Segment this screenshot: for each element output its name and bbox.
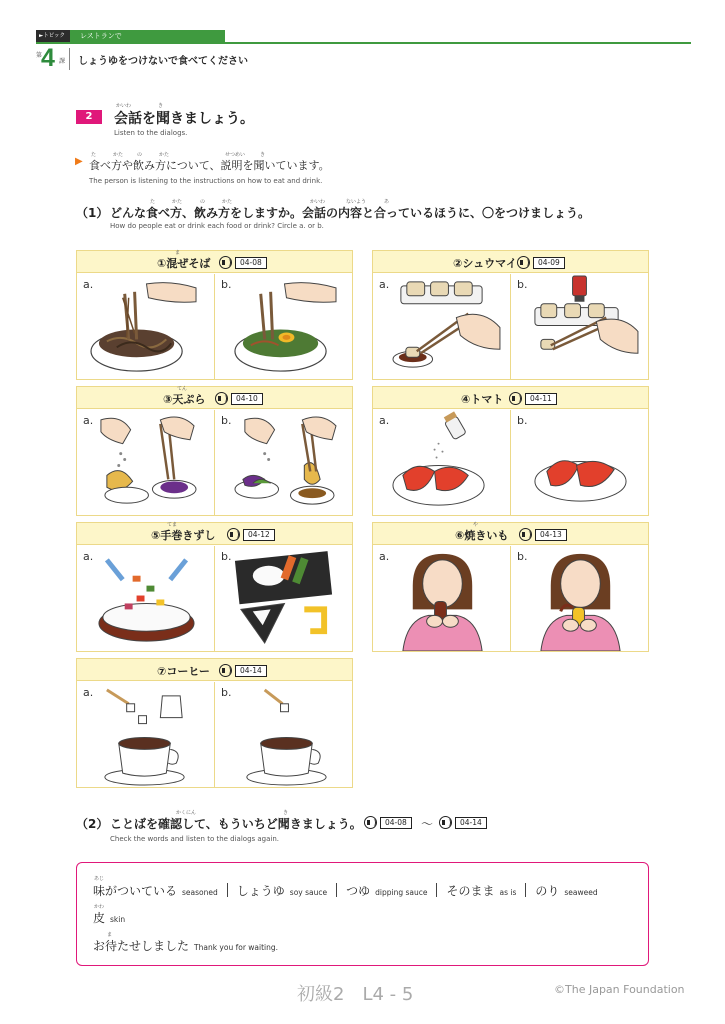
audio-button[interactable]: [227, 528, 275, 541]
option-label: a.: [379, 278, 390, 291]
vocab-meaning: Thank you for waiting.: [194, 943, 279, 952]
option-label: b.: [221, 414, 232, 427]
ruby: た: [150, 199, 156, 205]
panel-yakiimo: [372, 522, 649, 652]
option-label: a.: [83, 414, 94, 427]
lesson-title: しょうゆをつけないで食べてください: [78, 56, 248, 67]
vocab-word: しょうゆ: [236, 884, 285, 898]
ruby: あ: [384, 199, 390, 205]
option-a[interactable]: [77, 274, 214, 379]
ruby: かわ: [94, 904, 105, 910]
ruby: ないよう: [346, 199, 367, 205]
audio-button[interactable]: [517, 256, 565, 269]
ruby: あじ: [94, 876, 105, 882]
panel-title: ⑦コーヒー: [157, 665, 210, 678]
page-number: 初級2 L4 - 5: [297, 984, 414, 1005]
vocab-row: [93, 881, 598, 899]
vocab-word: のり: [535, 884, 560, 898]
ruby: の: [137, 152, 143, 158]
option-a[interactable]: [373, 274, 510, 379]
speaker-icon: [439, 816, 452, 829]
separator: [525, 883, 526, 897]
question-text: どんな食べ方、飲み方をしますか。会話の内容と合っているほうに、〇をつけましょう。: [110, 206, 591, 220]
speaker-icon: [519, 528, 532, 541]
option-label: a.: [83, 278, 94, 291]
vocab-word: そのまま: [446, 884, 495, 898]
speaker-icon: [509, 392, 522, 405]
option-label: b.: [221, 686, 232, 699]
section-subtitle: Listen to the dialogs.: [114, 129, 188, 137]
ruby: や: [473, 522, 479, 528]
panel-temakizushi: [76, 522, 353, 652]
option-b[interactable]: [510, 546, 648, 651]
ruby: き: [260, 152, 266, 158]
topic-tag: ►トピック: [36, 30, 70, 42]
woman-eating-with-skin-illustration: [373, 546, 510, 651]
ruby: た: [91, 152, 97, 158]
shumai-mustard-illustration: [511, 274, 648, 379]
track-number: 04-12: [243, 529, 275, 541]
ruby: てま: [167, 522, 178, 528]
ruby: ま: [107, 932, 113, 938]
option-a[interactable]: [77, 410, 214, 515]
option-b[interactable]: [510, 410, 648, 515]
track-number: 04-13: [535, 529, 567, 541]
vocab-meaning: as is: [499, 888, 517, 897]
track-number: 04-08: [235, 257, 267, 269]
ruby: かた: [113, 152, 124, 158]
audio-button[interactable]: [509, 392, 557, 405]
track-number: 04-11: [525, 393, 557, 405]
panel-title: ④トマト: [461, 393, 504, 406]
vocab-row: [93, 909, 125, 926]
question-number: （1）: [76, 206, 109, 220]
panel-header: [373, 251, 648, 273]
ruby: の: [200, 199, 206, 205]
question-number: （2）: [76, 817, 109, 831]
ruby: かた: [159, 152, 170, 158]
question-translation: How do people eat or drink each food or drink? Circle a. or b.: [110, 222, 324, 230]
vocab-word: 皮: [93, 911, 106, 925]
panel-title: ⑤手巻きずし: [151, 529, 216, 542]
panel-title: ⑥焼きいも: [455, 529, 509, 542]
panel-coffee: [76, 658, 353, 788]
audio-button[interactable]: [519, 528, 567, 541]
header-rule: [36, 42, 691, 44]
topic-bar: レストランで: [70, 30, 225, 42]
ruby: かた: [172, 199, 183, 205]
section-title: 会話を聞きましょう。: [114, 111, 254, 127]
tempura-salt-illustration: [77, 410, 214, 515]
option-label: b.: [517, 550, 528, 563]
audio-button[interactable]: [215, 392, 263, 405]
coffee-sugar-illustration: [215, 682, 352, 787]
option-label: b.: [517, 278, 528, 291]
panel-title: ①混ぜそば: [157, 257, 211, 270]
vocab-meaning: seaweed: [564, 888, 598, 897]
intro-translation: The person is listening to the instructions on how to eat and drink.: [89, 177, 323, 185]
vocab-meaning: soy sauce: [289, 888, 328, 897]
vocabulary-box: [76, 862, 649, 966]
intro-text: 食べ方や飲み方について、説明を聞いています。: [89, 159, 330, 172]
speaker-icon: [219, 664, 232, 677]
vocab-word: つゆ: [346, 884, 371, 898]
panel-header: [77, 523, 352, 545]
question-text: ことばを確認して、もういちど聞きましょう。: [110, 817, 362, 831]
audio-button[interactable]: [219, 256, 267, 269]
option-a[interactable]: [77, 682, 214, 787]
option-a[interactable]: [77, 546, 214, 651]
track-number: 04-09: [533, 257, 565, 269]
speaker-icon: [517, 256, 530, 269]
speaker-icon: [215, 392, 228, 405]
section-number: 2: [76, 110, 102, 124]
tempura-sauce-illustration: [215, 410, 352, 515]
option-label: a.: [379, 414, 390, 427]
vocab-meaning: dipping sauce: [375, 888, 428, 897]
ruby: かくにん: [176, 810, 197, 816]
lesson-ka: 課: [59, 58, 66, 65]
vocab-word: 味がついている: [93, 884, 178, 898]
option-b[interactable]: [510, 274, 648, 379]
ruby: かいわ: [310, 199, 326, 205]
vocab-meaning: seasoned: [182, 888, 218, 897]
separator: [227, 883, 228, 897]
question-translation: Check the words and listen to the dialogs again.: [110, 835, 280, 843]
audio-button[interactable]: [364, 816, 412, 829]
panel-header: [77, 659, 352, 681]
track-number: 04-10: [231, 393, 263, 405]
speaker-icon: [219, 256, 232, 269]
panel-mazesoba: [76, 250, 353, 380]
panel-title: ②シュウマイ: [453, 257, 517, 270]
track-number: 04-14: [455, 817, 487, 829]
ruby: かた: [222, 199, 233, 205]
ruby: き: [158, 103, 164, 109]
tomato-salt-illustration: [373, 410, 510, 515]
lesson-dai: 第: [36, 52, 43, 59]
audio-button[interactable]: [439, 816, 487, 829]
panel-shumai: [372, 250, 649, 380]
panel-header: [77, 387, 352, 409]
range-tilde: 〜: [421, 817, 434, 831]
option-a[interactable]: [373, 546, 510, 651]
vocab-row: [93, 937, 278, 954]
lesson-number: 4: [41, 44, 55, 72]
woman-peeling-potato-illustration: [511, 546, 648, 651]
ruby: てん: [177, 386, 188, 392]
track-number: 04-08: [380, 817, 412, 829]
option-b[interactable]: [214, 274, 352, 379]
option-label: a.: [379, 550, 390, 563]
panel-header: [77, 251, 352, 273]
ruby: せつめい: [225, 152, 246, 158]
ruby: き: [283, 810, 289, 816]
option-b[interactable]: [214, 682, 352, 787]
tomato-plain-illustration: [511, 410, 648, 515]
separator: [336, 883, 337, 897]
arrow-icon: ▶: [75, 156, 83, 167]
panel-header: [373, 523, 648, 545]
option-label: b.: [221, 550, 232, 563]
ruby: かいわ: [116, 103, 132, 109]
speaker-icon: [364, 816, 377, 829]
option-label: a.: [83, 550, 94, 563]
separator: [436, 883, 437, 897]
ruby: ま: [175, 250, 181, 256]
shumai-soy-illustration: [373, 274, 510, 379]
vocab-word: お待たせしました: [93, 939, 190, 953]
option-b[interactable]: [214, 410, 352, 515]
lesson-divider: [69, 48, 70, 70]
option-label: a.: [83, 686, 94, 699]
option-label: b.: [221, 278, 232, 291]
noodles-chopsticks-illustration: [77, 274, 214, 379]
option-a[interactable]: [373, 410, 510, 515]
option-b[interactable]: [214, 546, 352, 651]
coffee-sugar-milk-illustration: [77, 682, 214, 787]
panel-header: [373, 387, 648, 409]
chirashi-bowl-illustration: [77, 546, 214, 651]
vocab-meaning: skin: [110, 915, 126, 924]
speaker-icon: [227, 528, 240, 541]
option-label: b.: [517, 414, 528, 427]
track-number: 04-14: [235, 665, 267, 677]
hand-roll-illustration: [215, 546, 352, 651]
panel-title: ③天ぷら: [163, 393, 206, 406]
topped-noodles-illustration: [215, 274, 352, 379]
panel-tempura: [76, 386, 353, 516]
copyright: ©The Japan Foundation: [554, 983, 685, 996]
panel-tomato: [372, 386, 649, 516]
audio-button[interactable]: [219, 664, 267, 677]
